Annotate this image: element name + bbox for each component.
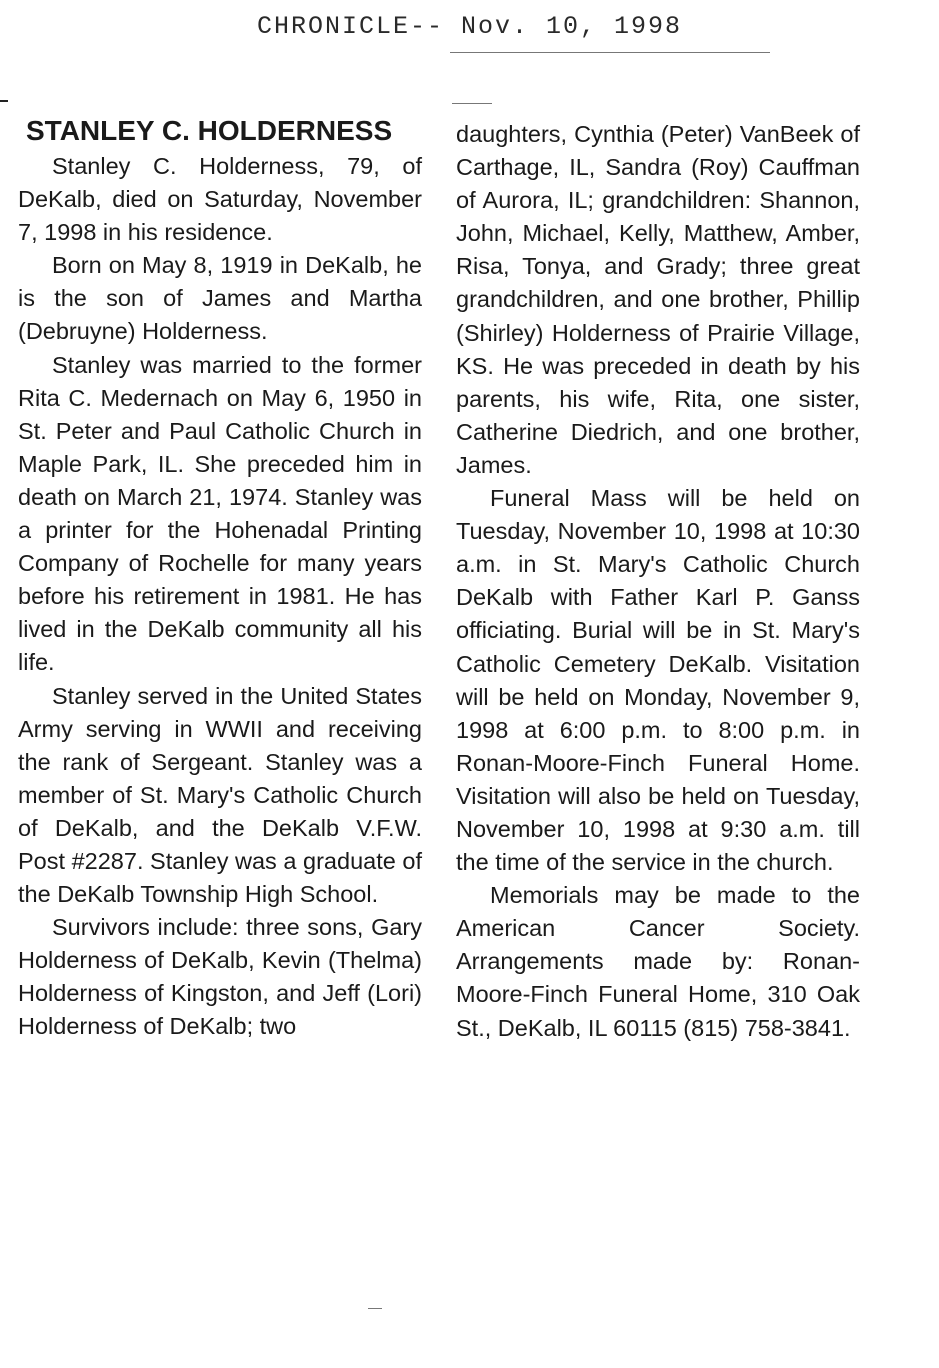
paragraph-military: Stanley served in the United States Army serving in WWII and receiving the rank of Sergeant. Stanley was a member of St. Mary's Catholic Church of DeKalb, and the DeKalb V.F.W. Post #2287. Stanley was a graduate of the DeKalb Township High School. xyxy=(18,682,422,908)
paragraph-marriage-career: Stanley was married to the former Rita C. Medernach on May 6, 1950 in St. Peter and Paul Catholic Church in Maple Park, IL. She preceded him in death on March 21, 1974. Stanley was a printer for the Hohenadal Printing Company of Rochelle for many years before his retirement in 1981. He has lived in the DeKalb community all his life. xyxy=(18,351,422,676)
paragraph-birth: Born on May 8, 1919 in DeKalb, he is the son of James and Martha (Debruyne) Holderness. xyxy=(18,252,422,345)
paragraph-memorials: Memorials may be made to the American Cancer Society. Arrangements made by: Ronan-Moore-Finch Funeral Home, 310 Oak St., DeKalb, IL 60115 (815) 758-3841. xyxy=(456,882,860,1041)
paragraph-survivors: Survivors include: three sons, Gary Holderness of DeKalb, Kevin (Thelma) Holderness of Kingston, and Jeff (Lori) Holderness of DeKalb; two xyxy=(18,914,422,1040)
obituary-column-right xyxy=(456,118,860,1045)
paragraph-survivors-continued: daughters, Cynthia (Peter) VanBeek of Carthage, IL, Sandra (Roy) Cauffman of Aurora, IL; grandchildren: Shannon, John, Michael, Kelly, Matthew, Amber, Risa, Tonya, and Grady; three great grandchildren, and one brother, Phillip (Shirley) Holderness of Prairie Village, KS. He was preceded in death by his parents, his wife, Rita, one sister, Catherine Diedrich, and one brother, James. xyxy=(456,121,860,478)
obituary-title: STANLEY C. HOLDERNESS xyxy=(26,115,393,146)
margin-mark xyxy=(0,100,8,102)
newspaper-header: CHRONICLE-- Nov. 10, 1998 xyxy=(256,12,683,41)
paragraph-death: Stanley C. Holderness, 79, of DeKalb, died on Saturday, November 7, 1998 in his residence. xyxy=(18,153,422,246)
column-top-rule xyxy=(452,103,492,104)
obituary-column-left xyxy=(18,112,422,1044)
paragraph-funeral: Funeral Mass will be held on Tuesday, November 10, 1998 at 10:30 a.m. in St. Mary's Catholic Church DeKalb with Father Karl P. Ganss officiating. Burial will be in St. Mary's Catholic Cemetery DeKalb. Visitation will be held on Monday, November 9, 1998 at 6:00 p.m. to 8:00 p.m. in Ronan-Moore-Finch Funeral Home. Visitation will also be held on Tuesday, November 10, 1998 at 9:30 a.m. till the time of the service in the church. xyxy=(456,485,860,876)
bottom-rule xyxy=(368,1308,382,1309)
header-rule xyxy=(450,52,770,53)
